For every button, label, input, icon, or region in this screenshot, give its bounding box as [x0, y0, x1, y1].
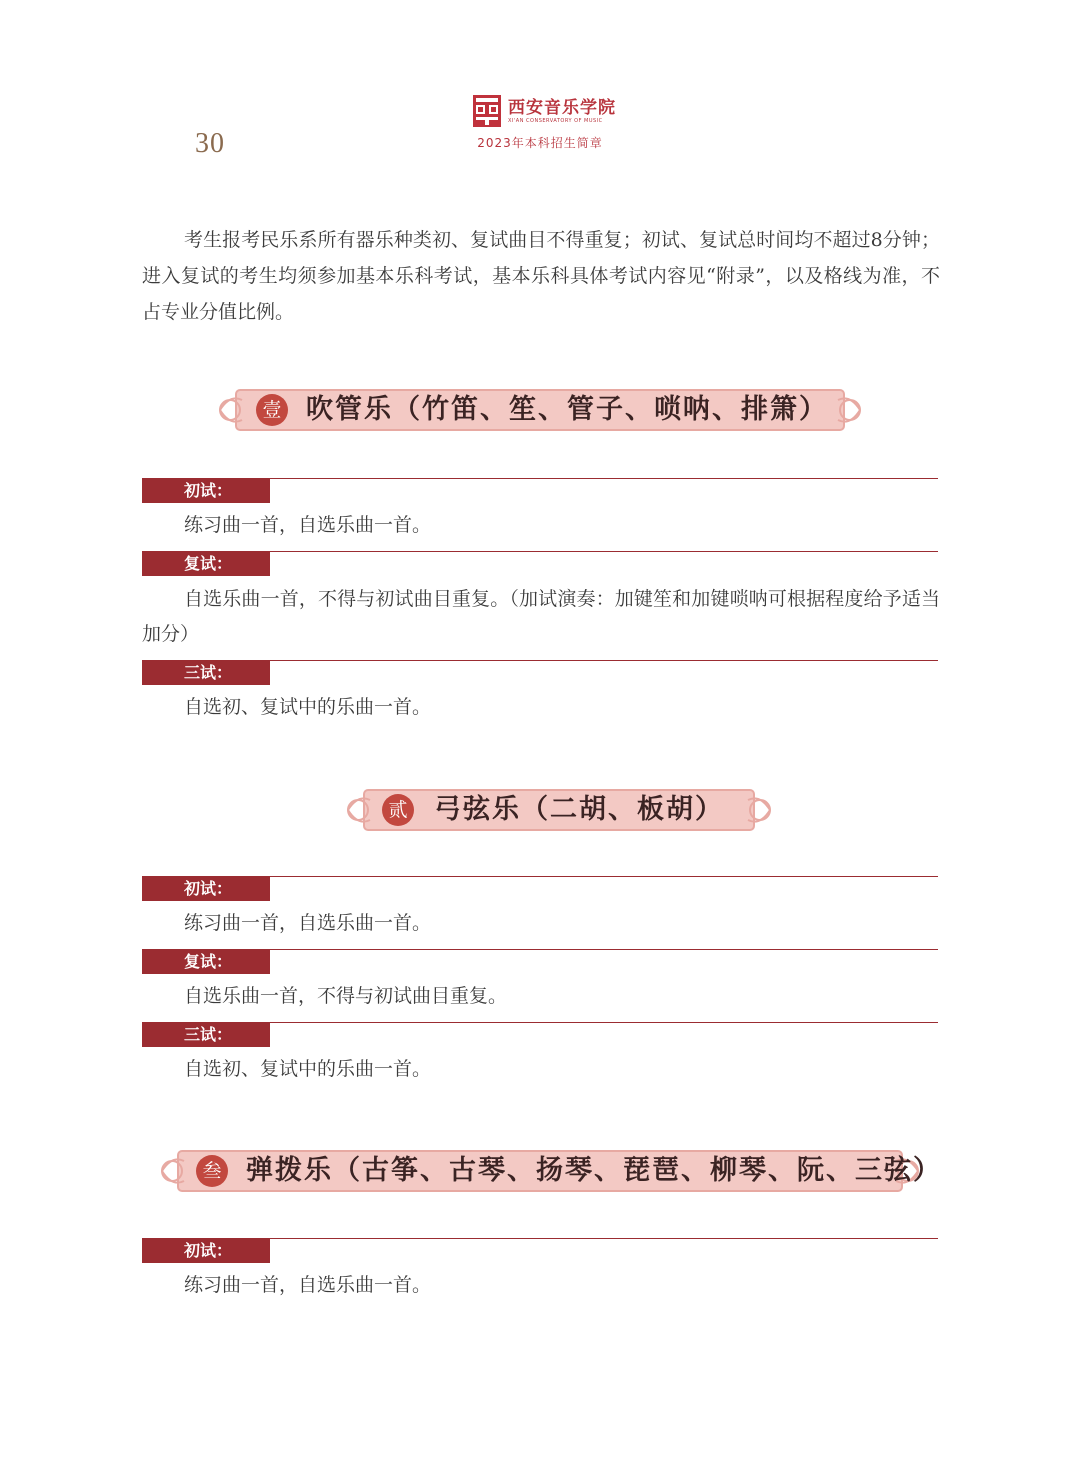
section-number-badge: 壹 [256, 394, 288, 426]
divider-line [270, 949, 938, 950]
requirement-text: 练习曲一首，自选乐曲一首。 [184, 514, 432, 536]
page-number: 30 [195, 128, 225, 159]
section-banner-2 [344, 784, 774, 836]
divider-line [270, 1022, 938, 1023]
round-label-second: 复试： [142, 949, 270, 974]
section-title: 弓弦乐（二胡、板胡） [434, 794, 724, 825]
section-title: 弹拨乐（古筝、古琴、扬琴、琵琶、柳琴、阮、三弦） [246, 1155, 942, 1186]
section-number-badge: 叁 [196, 1155, 228, 1187]
divider-line [270, 876, 938, 877]
divider-line [270, 551, 938, 552]
school-logo [472, 94, 616, 128]
section-title: 吹管乐（竹笛、笙、管子、唢呐、排箫） [306, 394, 828, 425]
round-label-third: 三试： [142, 660, 270, 685]
school-name-en: XI'AN CONSERVATORY OF MUSIC [508, 117, 603, 124]
round-label-first: 初试： [142, 876, 270, 901]
divider-line [270, 660, 938, 661]
round-label-third: 三试： [142, 1022, 270, 1047]
round-label-second: 复试： [142, 551, 270, 576]
section-banner-3 [158, 1145, 942, 1197]
round-label-first: 初试： [142, 478, 270, 503]
requirement-text: 自选乐曲一首，不得与初试曲目重复。（加试演奏：加键笙和加键唢呐可根据程度给予适当加分） [142, 588, 940, 645]
requirement-text: 自选初、复试中的乐曲一首。 [184, 1058, 432, 1080]
school-name: 西安音乐学院 [508, 97, 616, 118]
round-label-first: 初试： [142, 1238, 270, 1263]
requirement-text: 自选乐曲一首，不得与初试曲目重复。 [184, 985, 508, 1007]
brochure-subtitle: 2023年本科招生简章 [477, 136, 603, 150]
divider-line [270, 478, 938, 479]
section-banner-1 [216, 384, 864, 436]
section-number-badge: 贰 [382, 794, 414, 826]
seal-icon [472, 94, 502, 128]
requirement-text: 练习曲一首，自选乐曲一首。 [184, 1274, 432, 1296]
intro-paragraph: 考生报考民乐系所有器乐种类初、复试曲目不得重复；初试、复试总时间均不超过8分钟；进入复试的考生均须参加基本乐科考试，基本乐科具体考试内容见“附录”，以及格线为准，不占专业分值比例。 [142, 229, 940, 323]
requirement-text: 练习曲一首，自选乐曲一首。 [184, 912, 432, 934]
requirement-text: 自选初、复试中的乐曲一首。 [184, 696, 432, 718]
divider-line [270, 1238, 938, 1239]
